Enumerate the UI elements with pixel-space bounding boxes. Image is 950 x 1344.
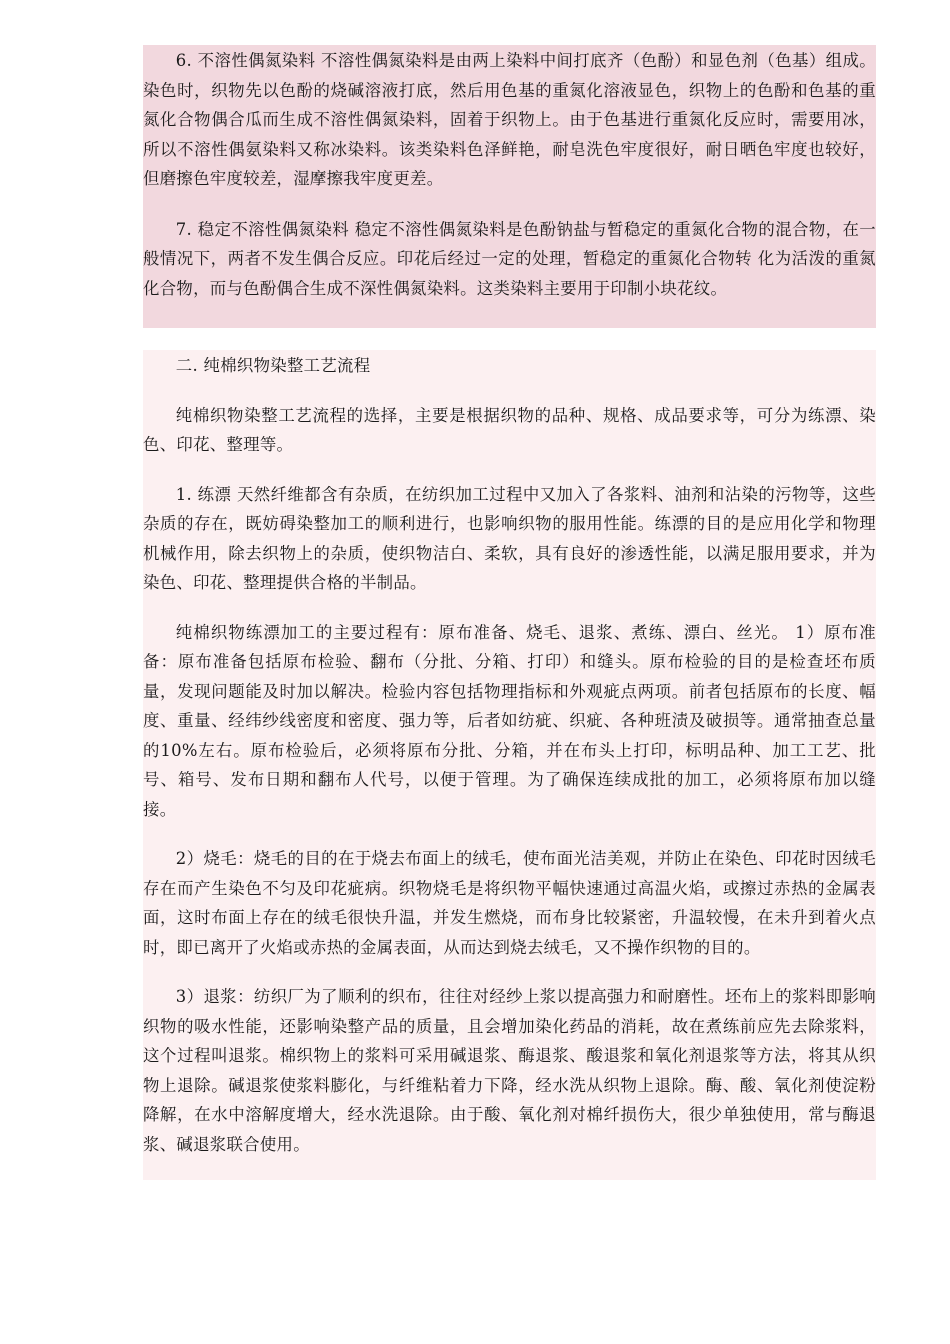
paragraph-spacer bbox=[143, 598, 876, 618]
paragraph-spacer bbox=[143, 962, 876, 982]
paragraph-spacer bbox=[143, 381, 876, 401]
paragraph-intro: 纯棉织物染整工艺流程的选择，主要是根据织物的品种、规格、成品要求等，可分为练漂、染色、印花、整理等。 bbox=[143, 405, 876, 454]
paragraph-scouring-bleaching: 1. 练漂 天然纤维都含有杂质，在纺织加工过程中又加入了各浆料、油剂和沾染的污物等，这些杂质的存在，既妨碍染整加工的顺利进行，也影响织物的服用性能。练漂的目的是应用化学和物理机械作用，除去织物上的杂质，使织物洁白、柔软，具有良好的渗透性能，以满足服用要求，并为染色、印花、整理提供合格的半制品。 bbox=[143, 484, 876, 592]
paragraph-singeing: 2）烧毛：烧毛的目的在于烧去布面上的绒毛，使布面光洁美观，并防止在染色、印花时因绒毛存在而产生染色不匀及印花疵病。织物烧毛是将织物平幅快速通过高温火焰，或擦过赤热的金属表面，这时布面上存在的绒毛很快升温，并发生燃烧，而布身比较紧密，升温较慢，在未升到着火点时，即已离开了火焰或赤热的金属表面，从而达到烧去绒毛，又不操作织物的目的。 bbox=[143, 849, 876, 957]
paragraph-insoluble-azo-dyes: 6. 不溶性偶氮染料 不溶性偶氮染料是由两上染料中间打底齐（色酚）和显色剂（色基）组成。染色时，织物先以色酚的烧碱溶液打底，然后用色基的重氮化溶液显色，织物上的色酚和色基的重氮化合物偶合瓜而生成不溶性偶氮染料，固着于织物上。由于色基进行重氮化反应时，需要用冰，所以不溶性偶氨染料又称冰染料。该类染料色泽鲜艳，耐皂洗色牢度很好，耐日晒色牢度也较好，但磨擦色牢度较差，湿摩擦我牢度更差。 bbox=[143, 51, 876, 188]
paragraph-desizing: 3）退浆：纺织厂为了顺利的织布，往往对经纱上浆以提高强力和耐磨性。坯布上的浆料即影响织物的吸水性能，还影响染整产品的质量，且会增加染化药品的消耗，故在煮练前应先去除浆料，这个过程叫退浆。棉织物上的浆料可采用碱退浆、酶退浆、酸退浆和氧化剂退浆等方法，将其从织物上退除。碱退浆使浆料膨化，与纤维粘着力下降，经水洗从织物上退除。酶、酸、氧化剂使淀粉降解，在水中溶解度增大，经水洗退除。由于酸、氧化剂对棉纤损伤大，很少单独使用，常与酶退浆、碱退浆联合使用。 bbox=[143, 987, 876, 1154]
highlight-block-process bbox=[143, 350, 876, 1180]
paragraph-stable-insoluble-azo-dyes: 7. 稳定不溶性偶氮染料 稳定不溶性偶氮染料是色酚钠盐与暂稳定的重氮化合物的混合物，在一般情况下，两者不发生偶合反应。印花后经过一定的处理，暂稳定的重氮化合物转 化为活泼的重氮化合物，而与色酚偶合生成不深性偶氮染料。这类染料主要用于印制小块花纹。 bbox=[143, 219, 876, 298]
paragraph-grey-cloth-preparation: 纯棉织物练漂加工的主要过程有：原布准备、烧毛、退浆、煮练、漂白、丝光。 1）原布准备：原布准备包括原布检验、翻布（分批、分箱、打印）和缝头。原布检验的目的是检查坯布质量，发现问题能及时加以解决。检验内容包括物理指标和外观疵点两项。前者包括原布的长度、幅度、重量、经纬纱线密度和密度、强力等，后者如纺疵、织疵、各种班渍及破损等。通常抽查总量的10%左右。原布检验后，必须将原布分批、分箱，并在布头上打印，标明品种、加工工艺、批号、箱号、发布日期和翻布人代号，以便于管理。为了确保连续成批的加工，必须将原布加以缝接。 bbox=[143, 622, 876, 819]
paragraph-spacer bbox=[143, 824, 876, 844]
paragraph-spacer bbox=[143, 460, 876, 480]
section-heading: 二. 纯棉织物染整工艺流程 bbox=[175, 356, 371, 375]
paragraph-spacer bbox=[143, 194, 876, 214]
highlight-block-dyes bbox=[143, 45, 876, 328]
